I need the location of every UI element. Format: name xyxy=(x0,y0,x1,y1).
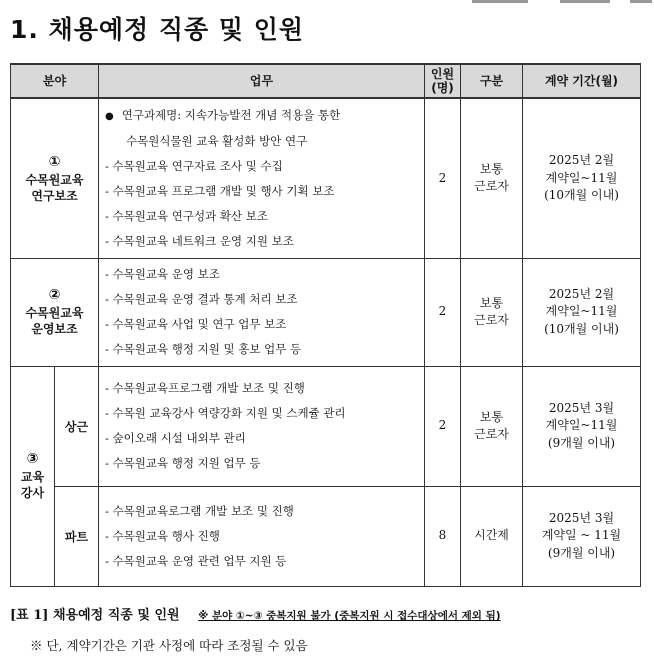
header-headcount-line1: 인원 xyxy=(430,66,455,81)
period-line2: 계약일~11월 xyxy=(545,304,618,319)
period-cell xyxy=(523,366,641,486)
caption-label: [표 1] 채용예정 직종 및 인원 xyxy=(10,608,180,623)
table-row-instructor-parttime xyxy=(11,486,641,586)
headcount-cell: 2 xyxy=(425,258,461,366)
duty-item: 수목원식물원 교육 활성화 방안 연구 xyxy=(126,133,308,148)
period-cell xyxy=(523,258,641,366)
field-cell xyxy=(11,366,55,586)
field-name-line2: 강사 xyxy=(20,486,45,501)
field-name-line1: 교육 xyxy=(20,470,45,485)
duties-cell xyxy=(99,258,425,366)
header-headcount xyxy=(425,64,461,98)
duty-item: - 수목원교육프로그램 개발 보조 및 진행 xyxy=(105,381,305,395)
field-name-line2: 운영보조 xyxy=(31,322,78,337)
caption-warning: ※ 분야 ①~③ 중복지원 불가 (중복지원 시 접수대상에서 제외 됨) xyxy=(198,610,501,622)
duty-item: - 수목원교육로그램 개발 보조 및 진행 xyxy=(105,503,294,518)
period-line1: 2025년 2월 xyxy=(548,153,615,168)
category-cell xyxy=(461,258,523,366)
headcount-cell: 8 xyxy=(425,486,461,586)
duty-item: ● 연구과제명: 지속가능발전 개념 적용을 통한 xyxy=(105,103,418,129)
sub-field-label: 파트 xyxy=(55,486,99,586)
header-headcount-line2: (명) xyxy=(431,81,454,95)
table-header-row xyxy=(11,64,641,98)
duty-item: - 수목원교육 운영 결과 통계 처리 보조 xyxy=(105,292,298,306)
header-period: 계약 기간(월) xyxy=(523,64,641,98)
header-duties: 업무 xyxy=(99,64,425,98)
period-line3: (9개월 이내) xyxy=(547,435,616,450)
category-cell: 시간제 xyxy=(461,486,523,586)
duties-cell xyxy=(99,486,425,586)
header-category: 구분 xyxy=(461,64,523,98)
top-rule-decoration xyxy=(380,0,654,4)
period-line3: (10개월 이내) xyxy=(544,187,619,202)
period-line2: 계약일~11월 xyxy=(545,418,618,433)
category-line2: 근로자 xyxy=(474,427,509,441)
footnote: ※ 단, 계약기간은 기관 사정에 따라 조정될 수 있음 xyxy=(30,638,308,653)
field-cell xyxy=(11,98,99,258)
period-line3: (9개월 이내) xyxy=(547,545,616,560)
duty-item: - 수목원교육 행정 지원 업무 등 xyxy=(105,456,261,470)
duty-item: - 수목원교육 프로그램 개발 및 행사 기획 보조 xyxy=(105,183,335,198)
duty-item: - 수목원교육 연구성과 확산 보조 xyxy=(105,208,268,223)
category-cell xyxy=(461,366,523,486)
duty-item: - 수목원교육 행사 진행 xyxy=(105,528,220,543)
field-number: ② xyxy=(48,287,61,304)
field-name-line2: 연구보조 xyxy=(31,188,78,203)
field-name-line1: 수목원교육 xyxy=(25,306,84,321)
period-cell xyxy=(523,98,641,258)
headcount-cell: 2 xyxy=(425,366,461,486)
field-number: ① xyxy=(48,153,61,170)
duties-list xyxy=(105,262,418,362)
category-line1: 보통 xyxy=(479,161,504,176)
table-row-operation-assistant xyxy=(11,258,641,366)
duty-item: - 수목원 교육강사 역량강화 지원 및 스케쥴 관리 xyxy=(105,406,346,420)
category-line2: 근로자 xyxy=(474,179,509,194)
duty-item: - 수목원교육 행정 지원 및 홍보 업무 등 xyxy=(105,342,302,356)
duty-item: - 수목원교육 네트워크 운영 지원 보조 xyxy=(105,233,294,248)
field-number: ③ xyxy=(26,451,39,468)
category-line2: 근로자 xyxy=(474,313,509,327)
category-cell xyxy=(461,98,523,258)
category-line1: 보통 xyxy=(479,409,504,424)
duty-item: - 수목원교육 운영 관련 업무 지원 등 xyxy=(105,553,287,568)
recruitment-table xyxy=(10,63,641,587)
field-name-line1: 수목원교육 xyxy=(25,172,84,187)
section-title: 1. 채용예정 직종 및 인원 xyxy=(10,15,305,44)
period-line1: 2025년 3월 xyxy=(548,510,615,525)
headcount-cell: 2 xyxy=(425,98,461,258)
period-line3: (10개월 이내) xyxy=(544,321,619,336)
field-cell xyxy=(11,258,99,366)
sub-field-label: 상근 xyxy=(55,366,99,486)
period-line1: 2025년 2월 xyxy=(548,286,615,301)
table-row-instructor-fulltime xyxy=(11,366,641,486)
period-line2: 계약일 ~ 11월 xyxy=(541,528,622,543)
duties-list xyxy=(105,376,418,476)
duties-cell xyxy=(99,98,425,258)
table-caption xyxy=(10,604,501,623)
duty-item: - 수목원교육 연구자료 조사 및 수집 xyxy=(105,158,283,173)
duty-item: - 수목원교육 운영 보조 xyxy=(105,267,220,281)
period-line1: 2025년 3월 xyxy=(548,400,615,415)
period-cell xyxy=(523,486,641,586)
duty-item: - 숲이오래 시설 내외부 관리 xyxy=(105,431,246,445)
table-row-research-assistant xyxy=(11,98,641,258)
period-line2: 계약일~11월 xyxy=(545,170,618,185)
duties-cell xyxy=(99,366,425,486)
duties-list xyxy=(105,499,418,574)
category-line1: 보통 xyxy=(479,295,504,310)
header-field: 분야 xyxy=(11,64,99,98)
duty-item: - 수목원교육 사업 및 연구 업무 보조 xyxy=(105,317,287,331)
duties-list xyxy=(105,103,418,254)
